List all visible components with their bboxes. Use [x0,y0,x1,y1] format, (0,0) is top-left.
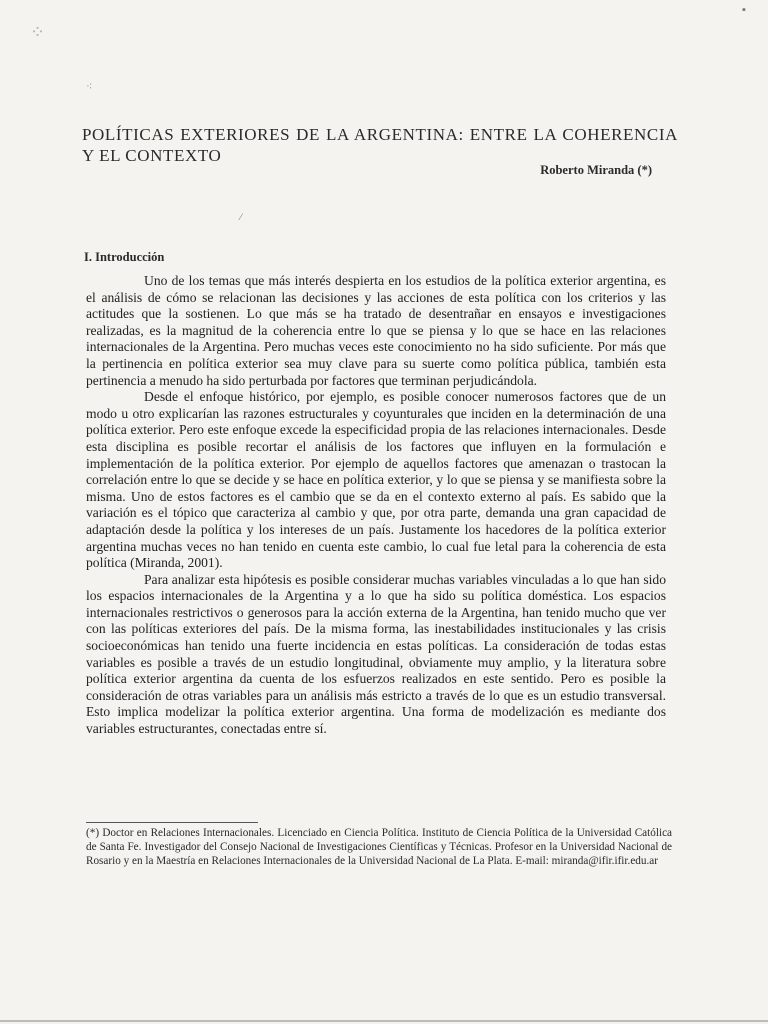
page-bottom-edge [0,1020,768,1022]
footnote-divider [86,822,258,823]
paragraph-2: Desde el enfoque histórico, por ejemplo, es posible conocer numerosos factores que de un modo u otro explicarían las razones estructurales y coyunturales que inciden en la determinación de una política exterior. Pero este enfoque excede la especificidad propia de las relaciones internacionales. Desde esta disciplina es posible recortar el análisis de los factores que influyen en la formulación e implementación de la política exterior. Por ejemplo de aquellos factores que amenazan o trastocan la correlación entre lo que se decide y se hace en política exterior, y lo que se piensa y se manifiesta sobre la misma. Uno de estos factores es el cambio que se da en el contexto externo al país. Es sabido que la variación es el tópico que caracteriza al cambio y que, por otra parte, demanda una gran capacidad de adaptación desde la política y los intereses de un país. Justamente los hacedores de la política exterior argentina muchas veces no han tenido en cuenta este cambio, lo cual fue letal para la coherencia de esta política (Miranda, 2001). [86,389,666,571]
scan-artifact-mark: ⁘ [30,22,47,42]
scan-artifact-stroke: ⁄ [240,212,243,222]
scan-artifact-corner: ▪ [742,4,747,16]
document-title: POLÍTICAS EXTERIORES DE LA ARGENTINA: ENTRE LA COHERENCIA Y EL CONTEXTO [82,125,678,165]
paragraph-3: Para analizar esta hipótesis es posible considerar muchas variables vinculadas a lo que han sido los espacios internacionales de la Argentina y a lo que ha sido su política doméstica. Los espacios internacionales restrictivos o generosos para la acción externa de la Argentina, han tenido mucho que ver con las políticas exteriores del país. De la misma forma, las inestabilidades institucionales y las crisis socioeconómicas han tenido una fuerte incidencia en estas políticas. La consideración de todas estas variables es posible a través de un estudio longitudinal, obviamente muy amplio, y la literatura sobre política exterior argentina da cuenta de los esfuerzos realizados en este sentido. Pero es posible la consideración de otras variables para un análisis más estricto a través de lo que es un estudio transversal. Esto implica modelizar la política exterior argentina. Una forma de modelización es mediante dos variables estructurantes, conectadas entre sí. [86,571,666,737]
paragraph-1: Uno de los temas que más interés despierta en los estudios de la política exterior argentina, es el análisis de cómo se relacionan las decisiones y las acciones de esta política con los criterios y las actitudes que la sostienen. Lo que más se ha tratado de desentrañar en ensayos e investigaciones realizadas, es la magnitud de la coherencia entre lo que se piensa y lo que se hace en las relaciones internacionales de la Argentina. Pero muchas veces este conocimiento no ha sido suficiente. Por más que la pertinencia en política exterior sea muy clave para su suerte como política pública, también esta pertinencia a menudo ha sido perturbada por factores que terminan perjudicándola. [86,273,666,388]
body-text [86,273,666,738]
section-heading: I. Introducción [84,250,165,264]
footnote: (*) Doctor en Relaciones Internacionales. Licenciado en Ciencia Política. Instituto de Ciencia Política de la Universidad Católica de Santa Fe. Investigador del Consejo Nacional de Investigaciones Científicas y Técnicas. Profesor en la Universidad Nacional de Rosario y en la Maestría en Relaciones Internacionales de la Universidad Nacional de La Plata. E-mail: miranda@ifir.ifir.edu.ar [86,827,672,867]
scan-artifact-dots: ⁖ [86,81,94,93]
author-name: Roberto Miranda (*) [540,163,652,177]
